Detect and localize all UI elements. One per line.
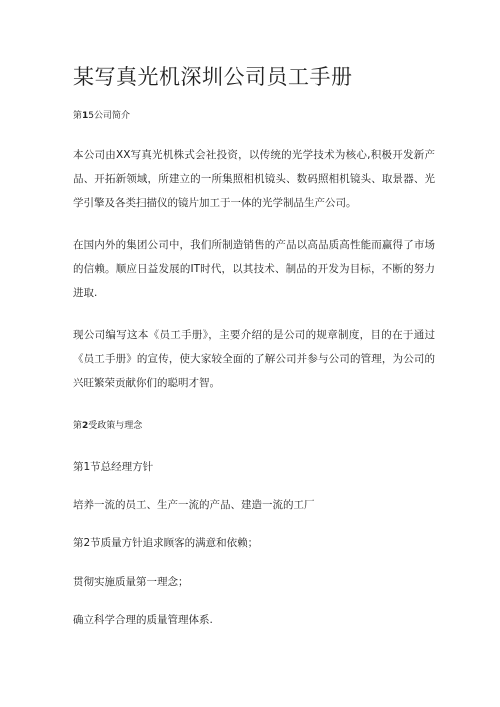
- intro-paragraph-1: 本公司由XX写真光机株式会社投资，以传统的光学技术为核心,积极开发新产品、开拓新领域，所建立的一所集照相机镜头、数码照相机镜头、取景器、光学引擎及各类扫描仪的镜片加工于一体的光学制品生产公司。: [73, 149, 435, 209]
- chapter-title: 受政策与理念: [88, 421, 143, 431]
- section-line: 培养一流的员工、生产一流的产品、建造一流的工厂: [73, 499, 315, 511]
- chapter-heading-policy: [73, 420, 433, 433]
- section-line: 贯彻实施质量第一理念；: [73, 576, 189, 588]
- document-title: 某写真光机深圳公司员工手册: [73, 65, 353, 89]
- chapter-prefix: 第: [73, 421, 83, 431]
- intro-paragraph-3: 现公司编写这本《员工手册》，主要介绍的是公司的规章制度，目的在于通过《员工手册》的宣传，使大家较全面的了解公司并参与公司的管理，为公司的兴旺繁荣贡献你们的聪明才智。: [73, 329, 435, 389]
- chapter-number: 2: [82, 421, 89, 431]
- section-heading-quality-policy: 第2节质量方针追求顾客的满意和依赖；: [73, 537, 259, 549]
- chapter-heading-company-intro: [73, 110, 433, 123]
- section-heading-gm-policy: 第1节总经理方针: [73, 461, 154, 473]
- section-line: 确立科学合理的质量管理体系.: [73, 614, 213, 626]
- chapter-title: 5公司简介: [88, 111, 131, 121]
- intro-paragraph-2: 在国内外的集团公司中，我们所制造销售的产品以高品质高性能而赢得了市场的信赖。顺应日益发展的IT时代，以其技术、制品的开发为目标，不断的努力进取.: [73, 239, 435, 299]
- chapter-number: 1: [82, 111, 89, 121]
- chapter-prefix: 第: [73, 111, 83, 121]
